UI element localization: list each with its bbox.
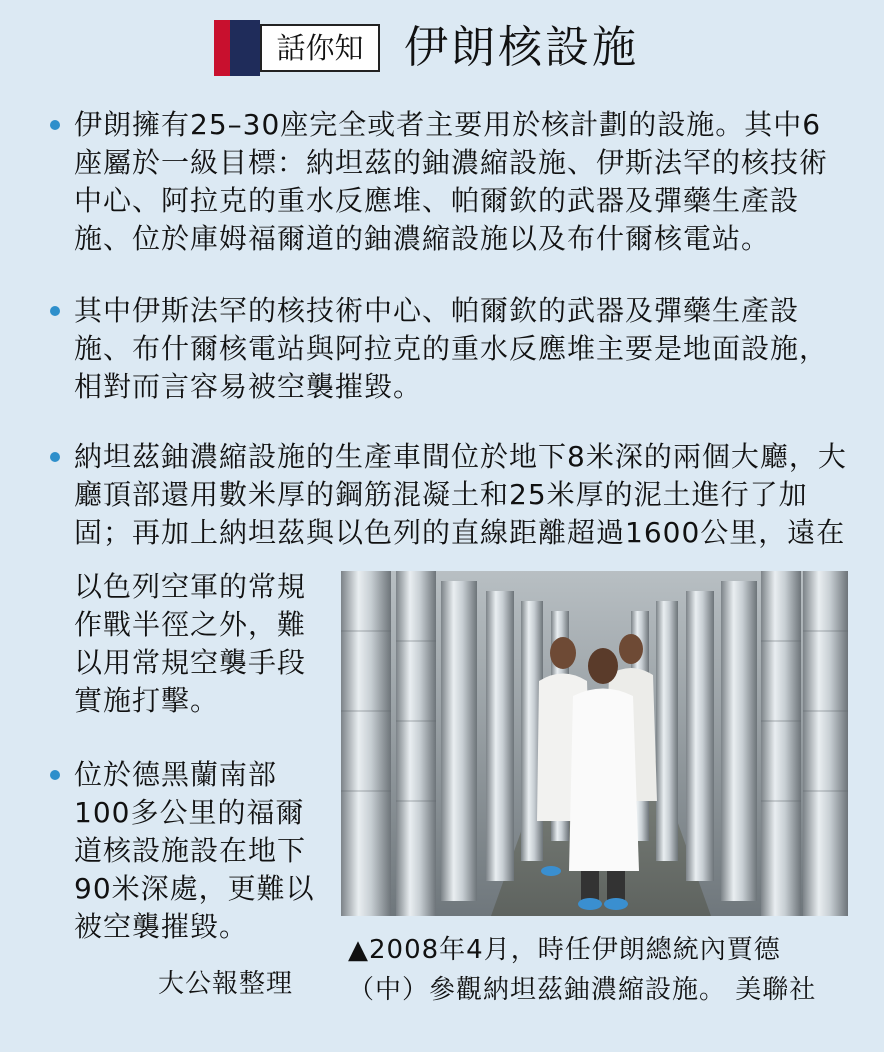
news-photo: [341, 571, 848, 916]
bullet-text-4: 位於德黑蘭南部100多公里的福爾道核設施設在地下90米深處，更難以被空襲摧毀。: [74, 758, 315, 943]
header: [214, 20, 854, 80]
caption-line-1: ▲2008年4月，時任伊朗總統內賈德: [348, 935, 781, 965]
bullet-item-4: [50, 756, 324, 946]
source-credit: 大公報整理: [158, 969, 294, 999]
flag-red-bar: [214, 20, 230, 76]
bullet-item-1: [50, 106, 850, 258]
caption-line-2: （中）參觀納坦茲鈾濃縮設施。 美聯社: [348, 975, 817, 1005]
header-flag-decoration: [214, 20, 260, 76]
photo-caption: [348, 930, 848, 1010]
bullet-text-3: 納坦茲鈾濃縮設施的生產車間位於地下8米深的兩個大廳，大廳頂部還用數米厚的鋼筋混凝土和25米厚的泥土進行了加固；再加上納坦茲與以色列的直線距離超過1600公里，遠在: [74, 440, 847, 549]
bullet-item-3: [50, 438, 850, 552]
centrifuge-hall-photo: [341, 571, 848, 916]
bullet-dot-icon: [50, 306, 60, 316]
bullet-dot-icon: [50, 770, 60, 780]
bullet-dot-icon: [50, 120, 60, 130]
bullet-text-2: 其中伊斯法罕的核技術中心、帕爾欽的武器及彈藥生產設施、布什爾核電站與阿拉克的重水反應堆主要是地面設施，相對而言容易被空襲摧毀。: [74, 294, 829, 403]
bullet-text-1: 伊朗擁有25–30座完全或者主要用於核計劃的設施。其中6座屬於一級目標：納坦茲的鈾濃縮設施、伊斯法罕的核技術中心、阿拉克的重水反應堆、帕爾欽的武器及彈藥生產設施、位於庫姆福爾道的鈾濃縮設施以及布什爾核電站。: [74, 108, 829, 255]
section-tag: 話你知: [260, 24, 380, 72]
flag-blue-bar: [230, 20, 260, 76]
bullet-text-3-continued: 以色列空軍的常規作戰半徑之外，難以用常規空襲手段實施打擊。: [74, 570, 307, 717]
bullet-item-2: [50, 292, 850, 406]
page-title: 伊朗核設施: [404, 22, 639, 73]
bullet-dot-icon: [50, 452, 60, 462]
